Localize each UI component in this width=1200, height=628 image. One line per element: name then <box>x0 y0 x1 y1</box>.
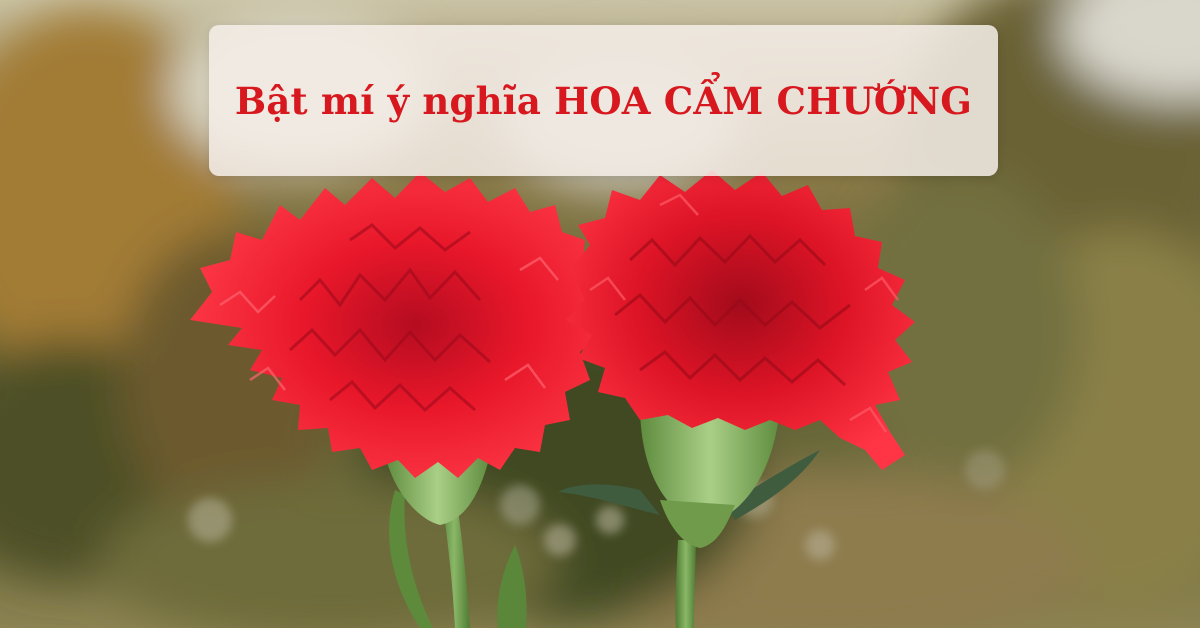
page-title: Bật mí ý nghĩa HOA CẨM CHƯỚNG <box>234 78 973 123</box>
title-banner <box>209 25 998 176</box>
